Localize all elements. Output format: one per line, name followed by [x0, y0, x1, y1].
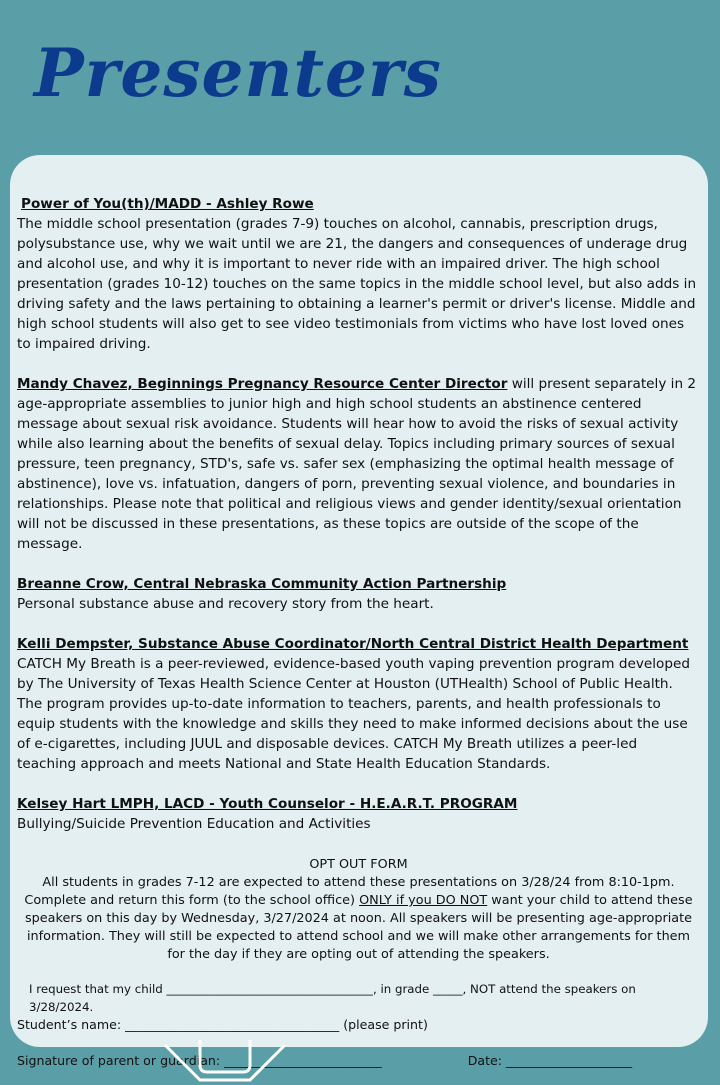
presenter-description: Personal substance abuse and recovery story from the heart. [17, 596, 434, 612]
presenter-section-1 [17, 194, 700, 354]
opt-out-form [17, 856, 700, 964]
student-name-line[interactable]: Student’s name: __________________________________ (please print) [17, 1017, 428, 1032]
presenter-section-2 [17, 374, 700, 554]
medical-cross-icon [160, 1040, 290, 1085]
opt-out-underlined: ONLY if you DO NOT [359, 893, 488, 908]
opt-out-text [17, 874, 700, 964]
signature-row [17, 1052, 700, 1070]
presenter-heading: Kelli Dempster, Substance Abuse Coordinator/North Central District Health Department [17, 636, 689, 652]
presenter-description: Bullying/Suicide Prevention Education and Activities [17, 816, 371, 832]
signature-line[interactable]: Signature of parent or guardian: _________________________ [17, 1053, 382, 1068]
presenter-heading: Power of You(th)/MADD - Ashley Rowe [21, 196, 314, 212]
opt-out-fields [17, 980, 700, 1070]
presenter-section-5 [17, 794, 700, 834]
page-title: Presenters [34, 34, 442, 112]
presenter-heading: Breanne Crow, Central Nebraska Community Action Partnership [17, 576, 507, 592]
opt-out-text-after: want your child to attend these speakers on this day by Wednesday, 3/27/2024 at noon. All speakers will be presenting age-appropriate information. They will still be expected to attend school and we will make other arrangements for them for the day if they are opting out of attending the speakers. [24, 893, 693, 962]
presenters-card [10, 155, 708, 1068]
presenter-1-heading-line [17, 194, 700, 214]
presenter-description: CATCH My Breath is a peer-reviewed, evidence-based youth vaping prevention program developed by The University of Texas Health Science Center at Houston (UTHealth) School of Public Health. The program provides up-to-date information to teachers, parents, and health professionals to equip students with the knowledge and skills they need to make informed decisions about the use of e-cigarettes, including JUUL and disposable devices. CATCH My Breath utilizes a peer-led teaching approach and meets National and State Health Education Standards. [17, 656, 690, 772]
presenter-section-4 [17, 634, 700, 774]
opt-out-title: OPT OUT FORM [309, 857, 408, 872]
opt-out-text-before: All students in grades 7-12 are expected to attend these presentations on 3/28/24 from 8:10-1pm. Complete and return this form (to the school office) [24, 875, 675, 908]
presenter-heading: Mandy Chavez, Beginnings Pregnancy Resource Center Director [17, 376, 508, 392]
date-line[interactable]: Date: ____________________ [467, 1053, 632, 1068]
child-request-line[interactable]: I request that my child ___________________________________, in grade _____, NOT attend the speakers on 3/28/2024. [29, 982, 636, 1014]
presenter-section-3 [17, 574, 700, 614]
presenter-description: will present separately in 2 age-appropriate assemblies to junior high and high school students an abstinence centered message about sexual risk avoidance. Students will hear how to avoid the risks of sexual activity while also learning about the benefits of sexual delay. Topics including primary sources of sexual pressure, teen pregnancy, STD's, safe vs. safer sex (emphasizing the optimal health message of abstinence), love vs. infatuation, dangers of porn, preventing sexual violence, and boundaries in relationships. Please note that political and religious views and gender identity/sexual orientation will not be discussed in these presentations, as these topics are outside of the scope of the message. [17, 376, 697, 552]
presenter-description: The middle school presentation (grades 7-9) touches on alcohol, cannabis, prescription drugs, polysubstance use, why we wait until we are 21, the dangers and consequences of underage drug and alcohol use, and why it is important to never ride with an impaired driver. The high school presentation (grades 10-12) touches on the same topics in the middle school level, but also adds in driving safety and the laws pertaining to obtaining a learner's permit or driver's license. Middle and high school students will also get to see video testimonials from victims who have lost loved ones to impaired driving. [17, 216, 697, 352]
presenter-heading: Kelsey Hart LMPH, LACD - Youth Counselor - H.E.A.R.T. PROGRAM [17, 796, 518, 812]
